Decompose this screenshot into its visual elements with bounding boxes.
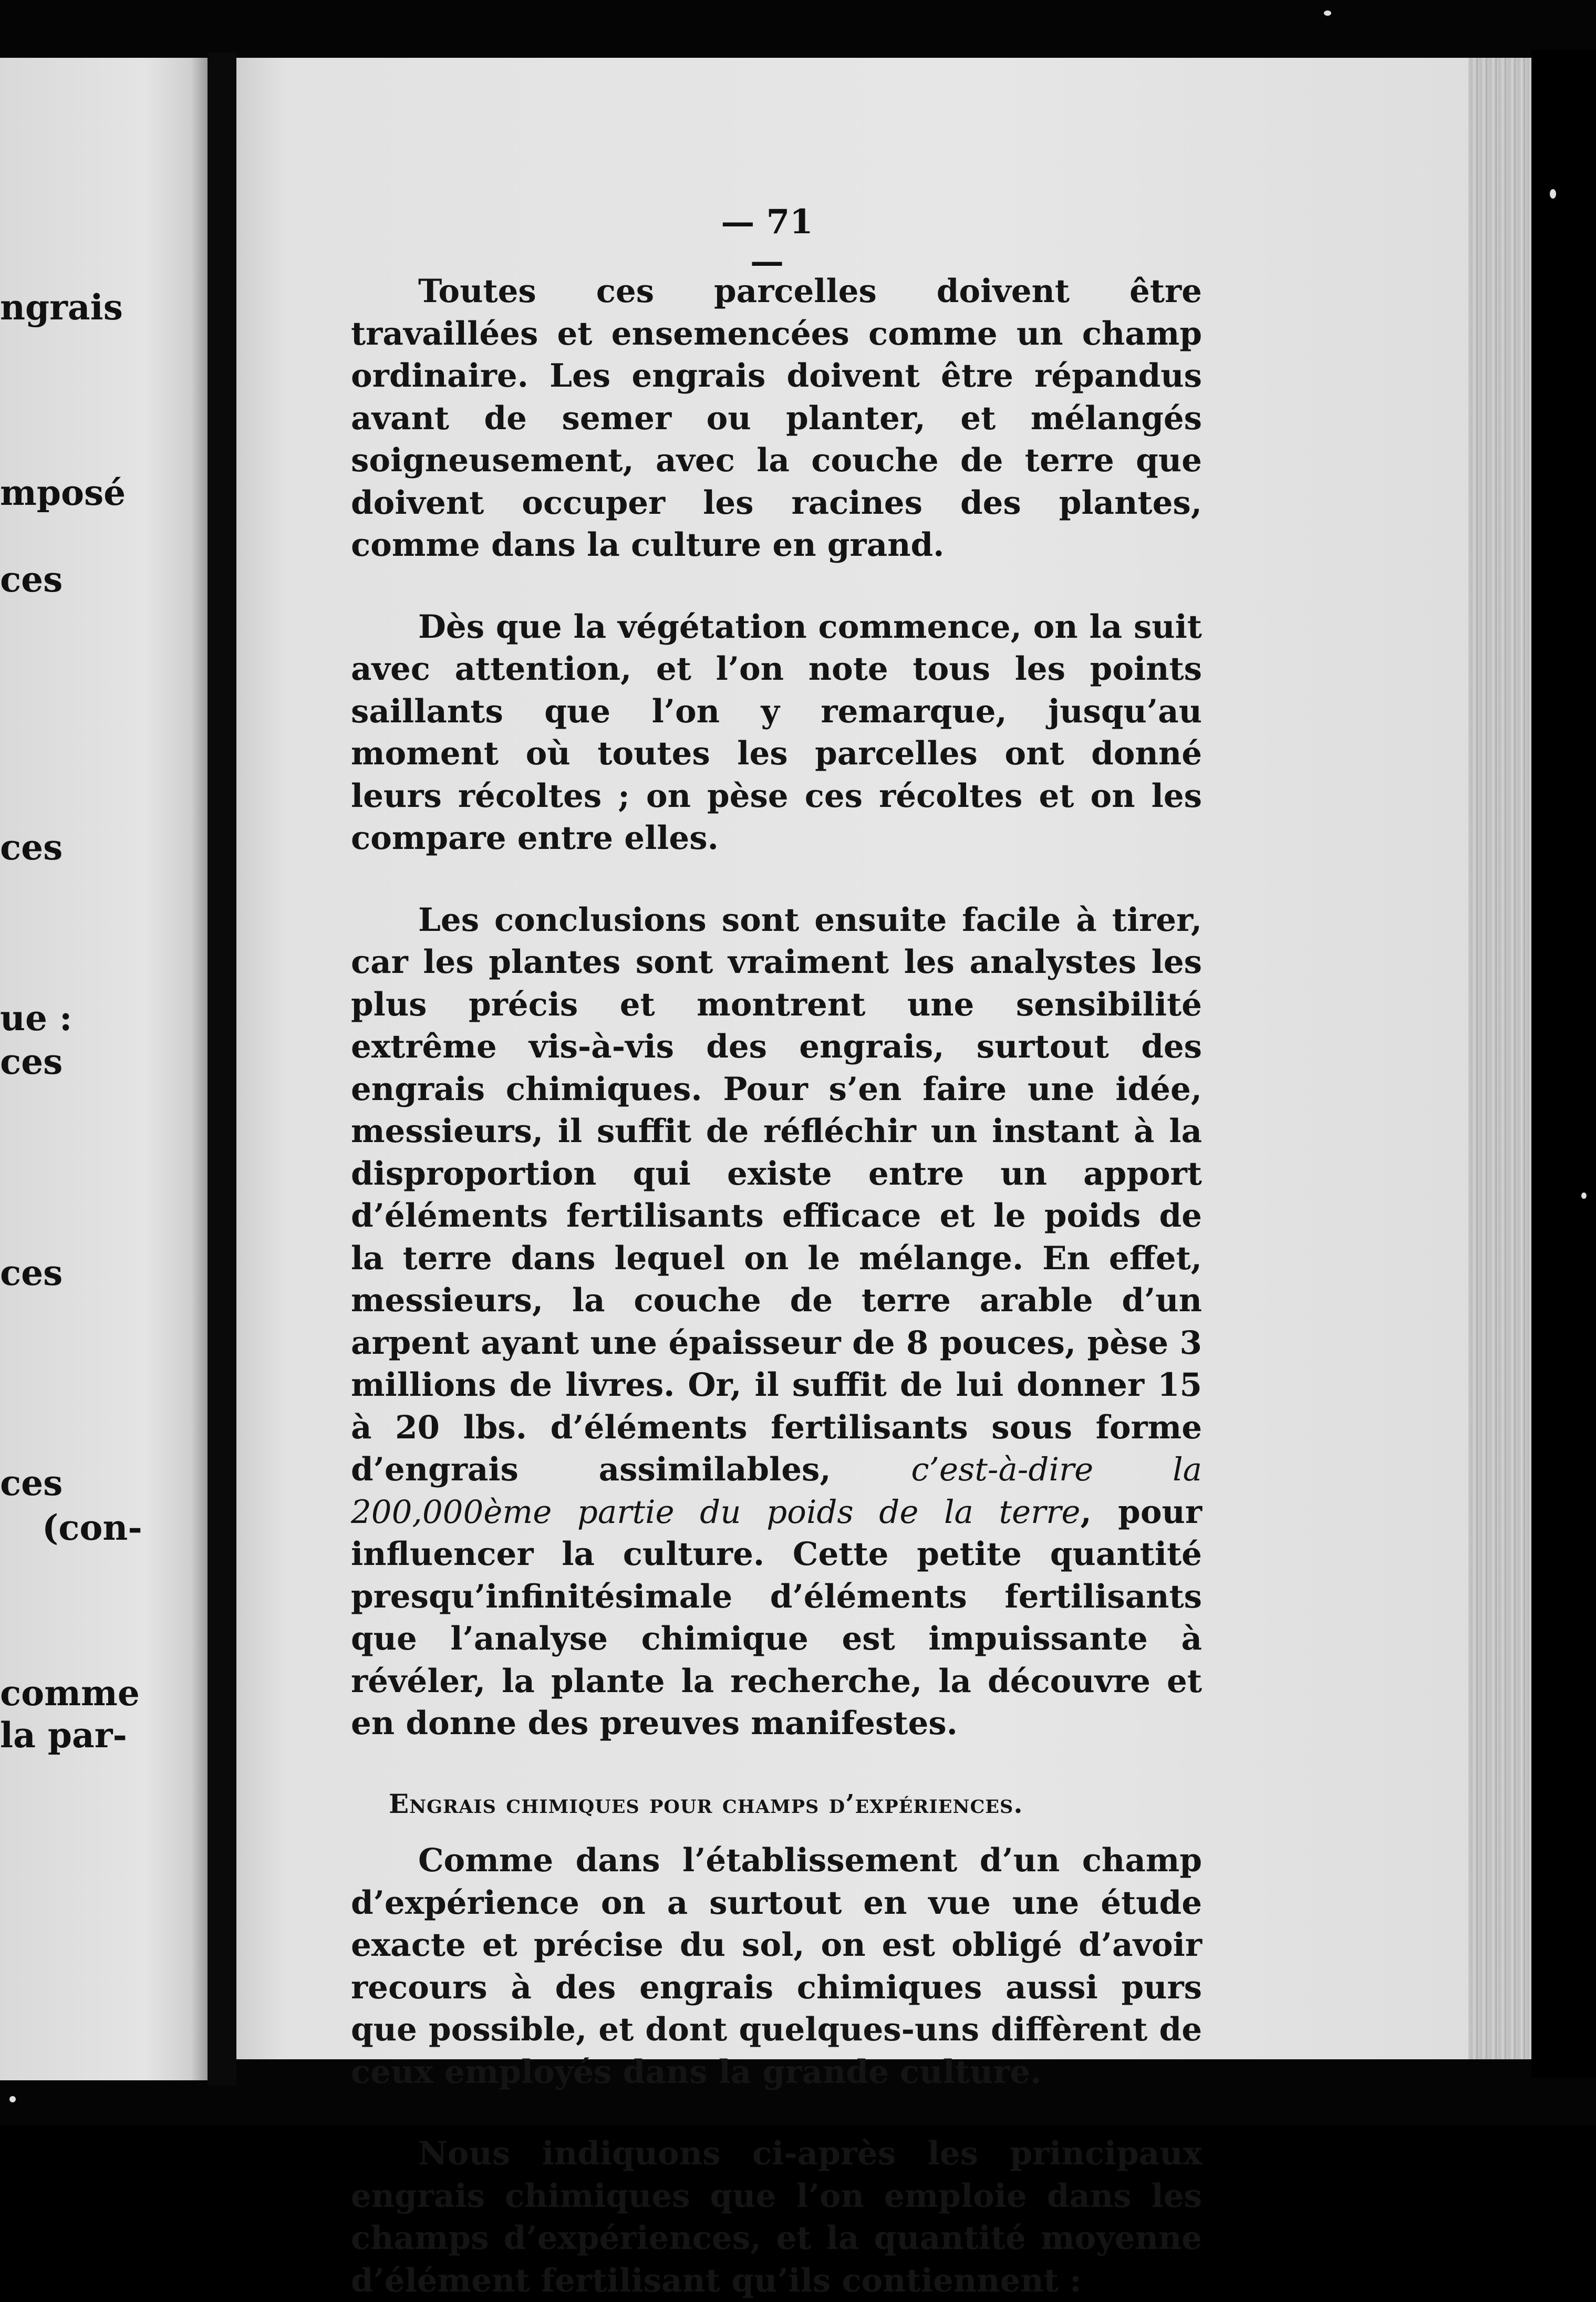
previous-page-fragment: mposé bbox=[0, 472, 126, 513]
previous-page-fragment: comme bbox=[0, 1673, 140, 1714]
previous-page-fragment: ces bbox=[0, 1463, 63, 1503]
section-heading: Engrais chimiques pour champs d’expériences. bbox=[389, 1788, 1023, 1819]
paragraph-3-italic: c’est-à-dire la 200,000ème partie du poids de la terre bbox=[351, 1451, 1202, 1531]
scan-speck bbox=[1324, 11, 1331, 16]
previous-page-fragment: ces bbox=[0, 1041, 63, 1082]
previous-page-fragment: ces bbox=[0, 1252, 63, 1293]
paragraph-1: Toutes ces parcelles doivent être travaillées et ensemencées comme un champ ordinaire. Les engrais doivent être répandus avant de semer ou planter, et mélangés soigneusement, avec la couche de terre que doivent occuper les racines des plantes, comme dans la culture en grand. bbox=[351, 273, 1202, 564]
paragraph-4: Comme dans l’établissement d’un champ d’expérience on a surtout en vue une étude exacte et précise du sol, on est obligé d’avoir recours à des engrais chimiques aussi purs que possible, et dont quelques-uns diffèrent de ceux employés dans la grande culture. bbox=[351, 1842, 1202, 2091]
previous-page-fragment: ces bbox=[0, 559, 63, 600]
previous-page-fragment: ngrais bbox=[0, 287, 123, 328]
previous-page-fragment: ces bbox=[0, 827, 63, 868]
previous-page-edge bbox=[0, 58, 208, 2080]
book-gutter bbox=[208, 53, 236, 2086]
scan-speck bbox=[9, 2096, 16, 2102]
previous-page-fragment: (con- bbox=[42, 1507, 142, 1548]
previous-page-fragment: la par- bbox=[0, 1715, 127, 1756]
scan-speck bbox=[1413, 168, 1424, 178]
scan-border bbox=[1531, 50, 1596, 2078]
paragraph-5: Nous indiquons ci-après les principaux engrais chimiques que l’on emploie dans les champs d’expériences, et la quantité moyenne d’élément fertilisant qu’ils contiennent : bbox=[351, 2135, 1202, 2299]
page-body bbox=[351, 271, 1202, 2302]
paragraph-3-end: , pour influencer la culture. Cette petite quantité presqu’infinitésimale d’éléments fertilisants que l’analyse chimique est impuissante à révéler, la plante la recherche, la découvre et en donne des preuves manifestes. bbox=[351, 1493, 1202, 1742]
scan-speck bbox=[1581, 1193, 1587, 1199]
paragraph-2: Dès que la végétation commence, on la suit avec attention, et l’on note tous les points saillants que l’on y remarque, jusqu’au moment où toutes les parcelles ont donné leurs récoltes ; on pèse ces récoltes et on les compare entre elles. bbox=[351, 608, 1202, 857]
paragraph-3-start: Les conclusions sont ensuite facile à tirer, car les plantes sont vraiment les analystes les plus précis et montrent une sensibilité extrême vis-à-vis des engrais, surtout des engrais chimiques. Pour s’en faire une idée, messieurs, il suffit de réfléchir un instant à la disproportion qui existe entre un apport d’éléments fertilisants efficace et le poids de la terre dans lequel on le mélange. En effet, messieurs, la couche de terre arable d’un arpent ayant une épaisseur de 8 pouces, pèse 3 millions de livres. Or, il suffit de lui donner 15 à 20 lbs. d’éléments fertilisants sous forme d’engrais assimilables, bbox=[351, 901, 1202, 1488]
page-number: — 71 — bbox=[721, 202, 813, 281]
page-edges bbox=[1468, 58, 1531, 2059]
scan-speck bbox=[1550, 189, 1556, 199]
paragraph-3 bbox=[351, 899, 1202, 1745]
previous-page-fragment: ue : bbox=[0, 998, 72, 1039]
